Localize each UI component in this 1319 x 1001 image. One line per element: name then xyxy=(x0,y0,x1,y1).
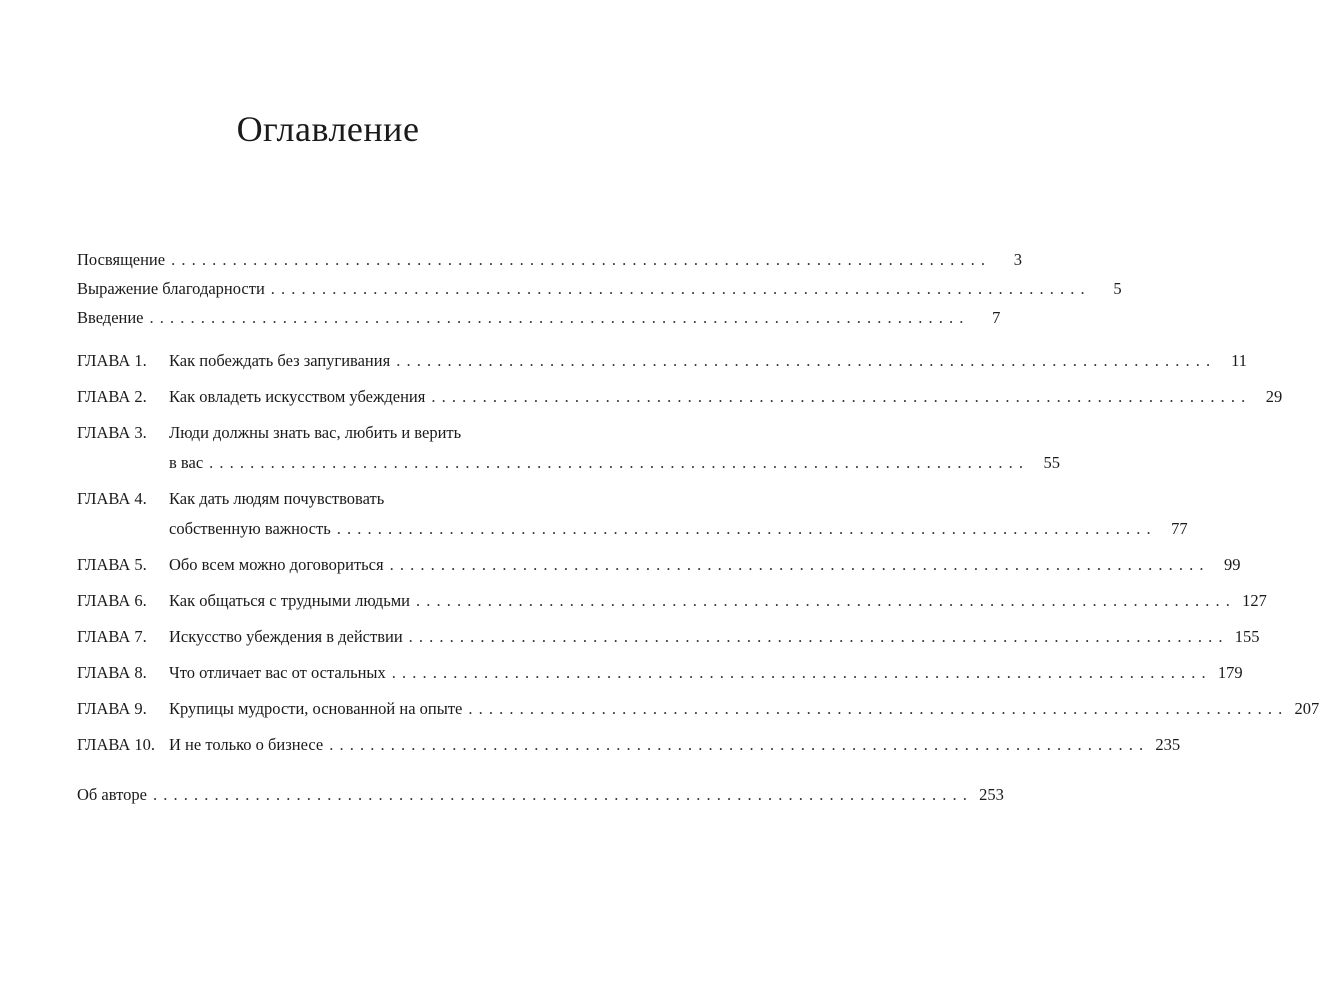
chapter-list xyxy=(77,346,1319,760)
dot-leader: . . . . . . . . . . . . . . . . . . . . . . . . . . . . . . . . . . . . . . . . . . . . . . . . . . . . . . . . . . . . . . . . . . . . . . . . . . . . . . . . xyxy=(391,663,1207,682)
dot-leader: . . . . . . . . . . . . . . . . . . . . . . . . . . . . . . . . . . . . . . . . . . . . . . . . . . . . . . . . . . . . . . . . . . . . . . . . . . . . . . . . xyxy=(416,591,1231,610)
chapter-line xyxy=(77,418,553,448)
chapter-title: Как дать людям почувствовать xyxy=(169,489,385,508)
chapter-line xyxy=(77,586,1267,616)
toc-entry-title: Об авторе xyxy=(77,785,147,804)
back-matter-list xyxy=(77,780,1004,809)
chapter-line xyxy=(77,346,1248,376)
dot-leader: . . . . . . . . . . . . . . . . . . . . . . . . . . . . . . . . . . . . . . . . . . . . . . . . . . . . . . . . . . . . . . . . . . . . . . . . . . . . . . . . xyxy=(149,308,965,327)
dot-leader: . . . . . . . . . . . . . . . . . . . . . . . . . . . . . . . . . . . . . . . . . . . . . . . . . . . . . . . . . . . . . . . . . . . . . . . . . . . . . . . . xyxy=(171,250,986,269)
dot-leader: . . . . . . . . . . . . . . . . . . . . . . . . . . . . . . . . . . . . . . . . . . . . . . . . . . . . . . . . . . . . . . . . . . . . . . . . . . . . . . . . xyxy=(152,785,968,804)
chapter-title: И не только о бизнесе xyxy=(169,735,324,754)
toc-page-number: 235 xyxy=(1155,735,1181,754)
chapter-title: Что отличает вас от остальных xyxy=(169,663,386,682)
chapter-line xyxy=(77,550,1241,580)
chapter-label: ГЛАВА 4. xyxy=(77,489,147,508)
dot-leader: . . . . . . . . . . . . . . . . . . . . . . . . . . . . . . . . . . . . . . . . . . . . . . . . . . . . . . . . . . . . . . . . . . . . . . . . . . . . . . . . xyxy=(336,519,1152,538)
dot-leader: . . . . . . . . . . . . . . . . . . . . . . . . . . . . . . . . . . . . . . . . . . . . . . . . . . . . . . . . . . . . . . . . . . . . . . . . . . . . . . . . xyxy=(389,555,1205,574)
chapter-line xyxy=(77,622,1260,652)
chapter-entry[interactable] xyxy=(77,418,1061,478)
toc-page-number: 77 xyxy=(1171,519,1188,538)
chapter-label: ГЛАВА 2. xyxy=(77,387,147,406)
chapter-line xyxy=(77,382,1283,412)
chapter-label: ГЛАВА 1. xyxy=(77,351,147,370)
toc-entry-title: Выражение благодарности xyxy=(77,279,265,298)
chapter-label: ГЛАВА 6. xyxy=(77,591,147,610)
chapter-entry[interactable] xyxy=(77,730,1181,760)
chapter-label: ГЛАВА 3. xyxy=(77,423,147,442)
chapter-title: Как общаться с трудными людьми xyxy=(169,591,410,610)
table-of-contents xyxy=(77,245,1319,809)
chapter-label: ГЛАВА 10. xyxy=(77,735,156,754)
toc-entry-title: Введение xyxy=(77,308,144,327)
toc-entry[interactable] xyxy=(77,274,1122,303)
chapter-title: Люди должны знать вас, любить и верить xyxy=(169,423,462,442)
toc-page-number: 179 xyxy=(1217,663,1243,682)
chapter-line xyxy=(77,694,1319,724)
chapter-title: Как побеждать без запугивания xyxy=(169,351,391,370)
chapter-label: ГЛАВА 5. xyxy=(77,555,147,574)
chapter-title: Искусство убеждения в действии xyxy=(169,627,403,646)
toc-page-number: 99 xyxy=(1223,555,1241,574)
chapter-label: ГЛАВА 8. xyxy=(77,663,147,682)
chapter-entry[interactable] xyxy=(77,694,1319,724)
chapter-line xyxy=(77,514,1188,544)
toc-entry[interactable] xyxy=(77,245,1022,274)
chapter-line xyxy=(77,484,553,514)
toc-page-number: 7 xyxy=(992,308,1001,327)
toc-page-number: 155 xyxy=(1234,627,1260,646)
chapter-entry[interactable] xyxy=(77,622,1260,652)
dot-leader: . . . . . . . . . . . . . . . . . . . . . . . . . . . . . . . . . . . . . . . . . . . . . . . . . . . . . . . . . . . . . . . . . . . . . . . . . . . . . . . . xyxy=(396,351,1212,370)
dot-leader: . . . . . . . . . . . . . . . . . . . . . . . . . . . . . . . . . . . . . . . . . . . . . . . . . . . . . . . . . . . . . . . . . . . . . . . . . . . . . . . . xyxy=(209,453,1025,472)
chapter-title: Крупицы мудрости, основанной на опыте xyxy=(169,699,463,718)
chapter-label: ГЛАВА 7. xyxy=(77,627,147,646)
toc-entry[interactable] xyxy=(77,303,1001,332)
dot-leader: . . . . . . . . . . . . . . . . . . . . . . . . . . . . . . . . . . . . . . . . . . . . . . . . . . . . . . . . . . . . . . . . . . . . . . . . . . . . . . . . xyxy=(431,387,1247,406)
chapter-title: в вас xyxy=(169,453,204,472)
toc-page-number: 127 xyxy=(1242,591,1267,610)
toc-page-number: 253 xyxy=(979,785,1004,804)
toc-page-number: 5 xyxy=(1113,279,1122,298)
chapter-label: ГЛАВА 9. xyxy=(77,699,147,718)
chapter-entry[interactable] xyxy=(77,658,1243,688)
toc-page-number: 3 xyxy=(1013,250,1022,269)
toc-page-number: 29 xyxy=(1265,387,1283,406)
toc-page-number: 11 xyxy=(1231,351,1248,370)
toc-page-number: 55 xyxy=(1043,453,1061,472)
chapter-entry[interactable] xyxy=(77,382,1283,412)
chapter-line xyxy=(77,448,1061,478)
chapter-entry[interactable] xyxy=(77,586,1267,616)
dot-leader: . . . . . . . . . . . . . . . . . . . . . . . . . . . . . . . . . . . . . . . . . . . . . . . . . . . . . . . . . . . . . . . . . . . . . . . . . . . . . . . . xyxy=(408,627,1224,646)
chapter-title: Обо всем можно договориться xyxy=(169,555,384,574)
toc-entry[interactable] xyxy=(77,780,1004,809)
front-matter-list xyxy=(77,245,1122,332)
chapter-title: Как овладеть искусством убеждения xyxy=(169,387,426,406)
dot-leader: . . . . . . . . . . . . . . . . . . . . . . . . . . . . . . . . . . . . . . . . . . . . . . . . . . . . . . . . . . . . . . . . . . . . . . . . . . . . . . . . xyxy=(270,279,1086,298)
toc-page-number: 207 xyxy=(1294,699,1319,718)
toc-entry-title: Посвящение xyxy=(77,250,166,269)
chapter-entry[interactable] xyxy=(77,484,1188,544)
dot-leader: . . . . . . . . . . . . . . . . . . . . . . . . . . . . . . . . . . . . . . . . . . . . . . . . . . . . . . . . . . . . . . . . . . . . . . . . . . . . . . . . xyxy=(468,699,1284,718)
chapter-line xyxy=(77,658,1243,688)
chapter-entry[interactable] xyxy=(77,550,1241,580)
chapter-entry[interactable] xyxy=(77,346,1248,376)
chapter-line xyxy=(77,730,1181,760)
page-title: Оглавление xyxy=(236,109,420,149)
dot-leader: . . . . . . . . . . . . . . . . . . . . . . . . . . . . . . . . . . . . . . . . . . . . . . . . . . . . . . . . . . . . . . . . . . . . . . . . . . . . . . . . xyxy=(329,735,1145,754)
chapter-title: собственную важность xyxy=(169,519,331,538)
